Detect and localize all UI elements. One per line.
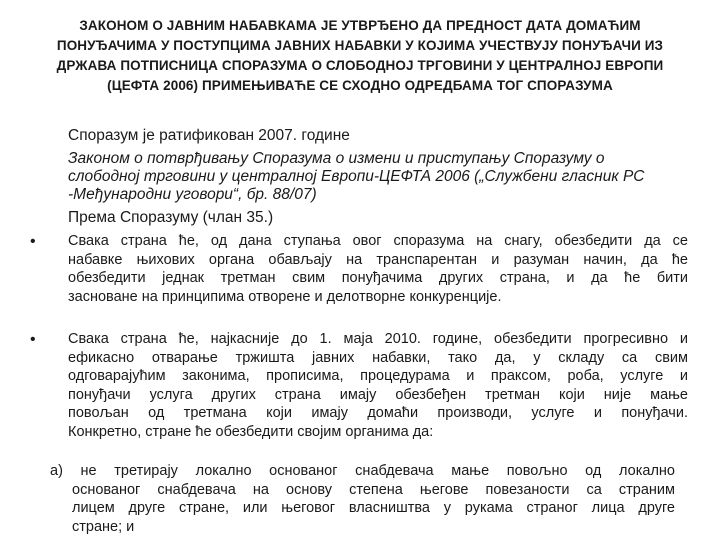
law-line: Законом о потврђивању Споразума о измени и приступању Споразуму о [68, 150, 605, 167]
document-heading [40, 16, 680, 96]
bullet-line: Конкретно, стране ће обезбедити својим органима да: [68, 423, 434, 440]
bullet-line: повољан од третмана који имају домаћи производи, услуге и понуђачи. [68, 405, 688, 421]
list-item-line: стране; и [72, 518, 135, 535]
bullet-line: Свака страна ће, од дана ступања овог споразума на снагу, обезбедити да се [68, 233, 688, 249]
bullet-text [68, 232, 688, 306]
bullet-line: Свака страна ће, најкасније до 1. маја 2010. године, обезбедити прогресивно и [68, 331, 688, 347]
heading-line: ЗАКОНОМ О ЈАВНИМ НАБАВКАМА ЈЕ УТВРЂЕНО ДА ПРЕДНОСТ ДАТА ДОМАЋИМ [79, 18, 641, 33]
heading-line: (ЦЕФТА 2006) ПРИМЕЊИВАЋЕ СЕ СХОДНО ОДРЕДБАМА ТОГ СПОРАЗУМА [107, 78, 613, 93]
list-item-a [50, 462, 675, 536]
bullet-line: понуђачи услуга других страна имају обезбеђен третман који није мање [68, 386, 688, 403]
list-item-line: а) не третирају локално основаног снабдевача мање повољно од локално [50, 463, 675, 479]
bullet-line: набавке њихових органа обављају на транспарентан и разуман начин, да ће [68, 251, 688, 268]
bullet-icon: • [30, 233, 36, 250]
agreement-article-line: Према Споразуму (члан 35.) [68, 209, 274, 226]
bullet-line: обезбедити једнак третман свим понуђачима других страна, и да ће бити [68, 270, 688, 286]
law-reference [68, 150, 688, 204]
bullet-line: засноване на принципима отворене и делотворне конкуренције. [68, 288, 502, 305]
bullet-text [68, 330, 688, 441]
ratification-line: Споразум је ратификован 2007. године [68, 127, 350, 144]
law-line: -Међународни уговори“, бр. 88/07) [68, 186, 317, 203]
bullet-icon: • [30, 331, 36, 348]
bullet-line: ефикасно отварање тржишта јавних набавки, тако да, у складу са свим [68, 349, 688, 366]
bullet-line: одговарајућим законима, прописима, процедурама и праксом, роба, услуге и [68, 368, 688, 384]
heading-line: ПОНУЂАЧИМА У ПОСТУПЦИМА ЈАВНИХ НАБАВКИ У КОЈИМА УЧЕСТВУЈУ ПОНУЂАЧИ ИЗ [56, 38, 664, 53]
law-line: слободној трговини у централној Европи-ЦЕФТА 2006 („Службени гласник РС [68, 168, 645, 185]
heading-line: ДРЖАВА ПОТПИСНИЦА СПОРАЗУМА О СЛОБОДНОЈ ТРГОВИНИ У ЦЕНТРАЛНОЈ ЕВРОПИ [56, 58, 664, 73]
list-item-line: основаног снабдевача на основу степена његове повезаности са страним [72, 481, 675, 498]
list-item-line: лицем друге стране, или његовог власништва у рукама страног лица друге [72, 500, 675, 516]
